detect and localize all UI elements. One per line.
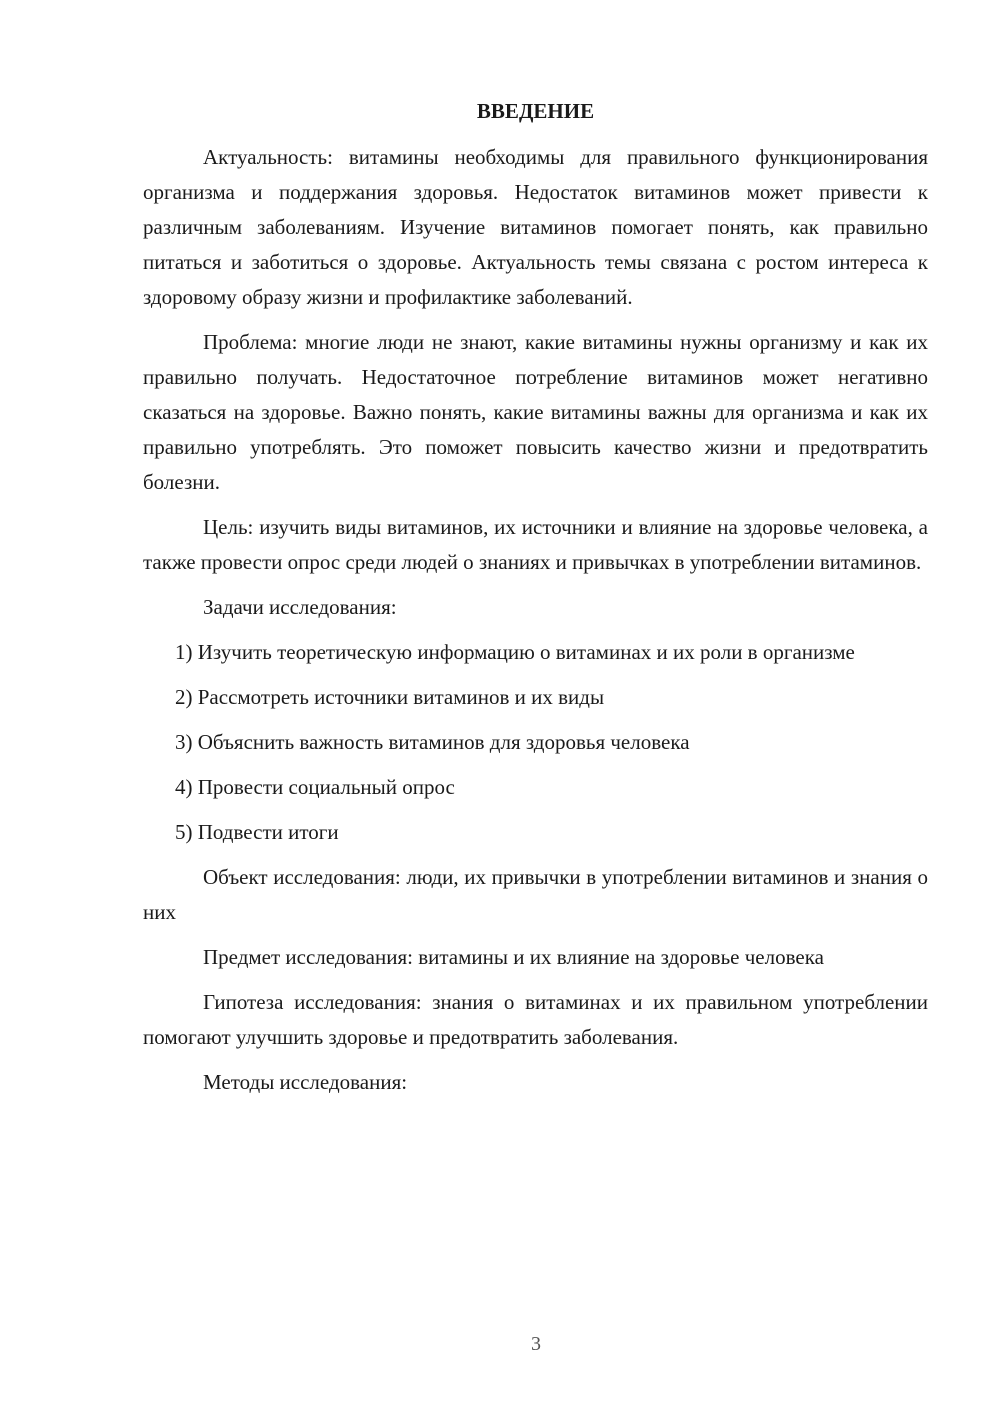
paragraph-relevance: Актуальность: витамины необходимы для правильного функционирования организма и поддержания здоровья. Недостаток витаминов может привести к различным заболеваниям. Изучение витаминов помогает понять, как правильно питаться и заботиться о здоровье. Актуальность темы связана с ростом интереса к здоровому образу жизни и профилактике заболеваний. <box>143 145 928 309</box>
task-item-4: 4) Провести социальный опрос <box>175 775 455 799</box>
task-item-3: 3) Объяснить важность витаминов для здоровья человека <box>175 730 690 754</box>
document-body <box>143 96 928 1110</box>
paragraph-hypothesis: Гипотеза исследования: знания о витаминах и их правильном употреблении помогают улучшить здоровье и предотвратить заболевания. <box>143 990 928 1049</box>
task-item-2: 2) Рассмотреть источники витаминов и их виды <box>175 685 605 709</box>
paragraph-problem: Проблема: многие люди не знают, какие витамины нужны организму и как их правильно получать. Недостаточное потребление витаминов может негативно сказаться на здоровье. Важно понять, какие витамины важны для организма и как их правильно употреблять. Это поможет повысить качество жизни и предотвратить болезни. <box>143 330 928 494</box>
methods-heading: Методы исследования: <box>203 1070 408 1094</box>
paragraph-subject: Предмет исследования: витамины и их влияние на здоровье человека <box>203 945 824 969</box>
task-item-1: 1) Изучить теоретическую информацию о витаминах и их роли в организме <box>175 640 855 664</box>
page-title: ВВЕДЕНИЕ <box>476 99 595 123</box>
page-number: 3 <box>531 1333 541 1355</box>
paragraph-object: Объект исследования: люди, их привычки в употреблении витаминов и знания о них <box>143 865 928 924</box>
tasks-heading: Задачи исследования: <box>203 595 397 619</box>
paragraph-goal: Цель: изучить виды витаминов, их источники и влияние на здоровье человека, а также провести опрос среди людей о знаниях и привычках в употреблении витаминов. <box>143 515 928 574</box>
task-item-5: 5) Подвести итоги <box>175 820 339 844</box>
